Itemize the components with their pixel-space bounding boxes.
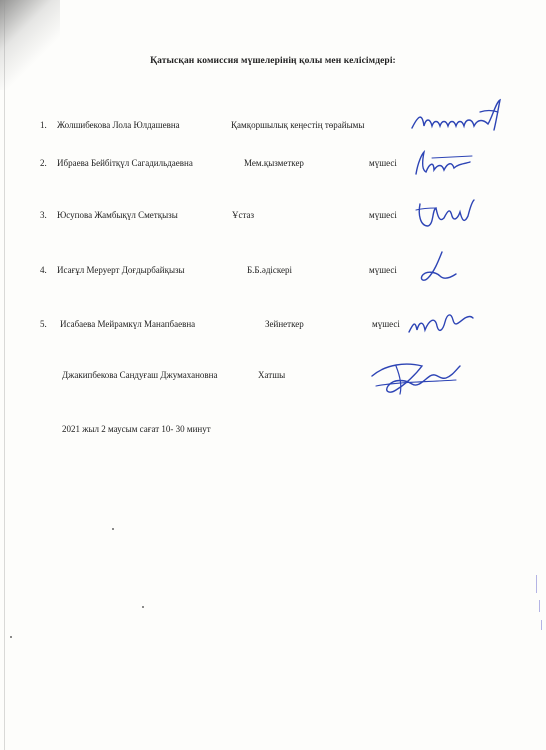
member-number: 4.	[40, 265, 47, 275]
member-name: Ибраева Бейбітқүл Сагадильдаевна	[57, 158, 193, 168]
member-role: Мем.қызметкер	[244, 158, 304, 168]
member-role: Қамқоршылық кеңестің төрайымы	[231, 120, 365, 130]
member-suffix: мүшесі	[369, 210, 397, 220]
member-name: Жолшибекова Лола Юлдашевна	[57, 120, 180, 130]
speck	[142, 606, 144, 608]
signature-2	[412, 148, 482, 183]
signature-5	[405, 306, 475, 345]
speck	[112, 528, 114, 530]
signature-4	[416, 250, 466, 289]
member-role: Ұстаз	[232, 210, 255, 220]
member-role: Зейнеткер	[265, 319, 304, 329]
signature-secretary	[366, 356, 464, 403]
edge-mark	[539, 600, 540, 612]
signature-3	[414, 196, 480, 237]
date-line: 2021 жыл 2 маусым сағат 10- 30 минут	[62, 424, 211, 434]
member-name: Юсупова Жамбықүл Сметқызы	[57, 210, 178, 220]
edge-mark	[541, 620, 542, 630]
page-title: Қатысқан комиссия мүшелерінің қолы мен келісімдері:	[150, 56, 396, 66]
scan-shadow	[0, 0, 60, 90]
member-suffix: мүшесі	[372, 319, 400, 329]
member-name: Исағұл Меруерт Доғдырбайқызы	[57, 265, 185, 275]
edge-mark	[536, 575, 537, 593]
scan-edge-line	[4, 0, 5, 750]
member-suffix: мүшесі	[369, 158, 397, 168]
member-number: 2.	[40, 158, 47, 168]
secretary-role: Хатшы	[258, 370, 286, 380]
member-suffix: мүшесі	[369, 265, 397, 275]
member-number: 5.	[40, 319, 47, 329]
signature-1	[410, 98, 506, 143]
member-number: 1.	[40, 120, 47, 130]
speck	[10, 636, 12, 638]
member-name: Исабаева Мейрамкүл Манапбаевна	[60, 319, 196, 329]
member-role: Б.Б.әдіскері	[247, 265, 293, 275]
member-number: 3.	[40, 210, 47, 220]
secretary-name: Джакипбекова Сандуғаш Джумахановна	[62, 370, 218, 380]
